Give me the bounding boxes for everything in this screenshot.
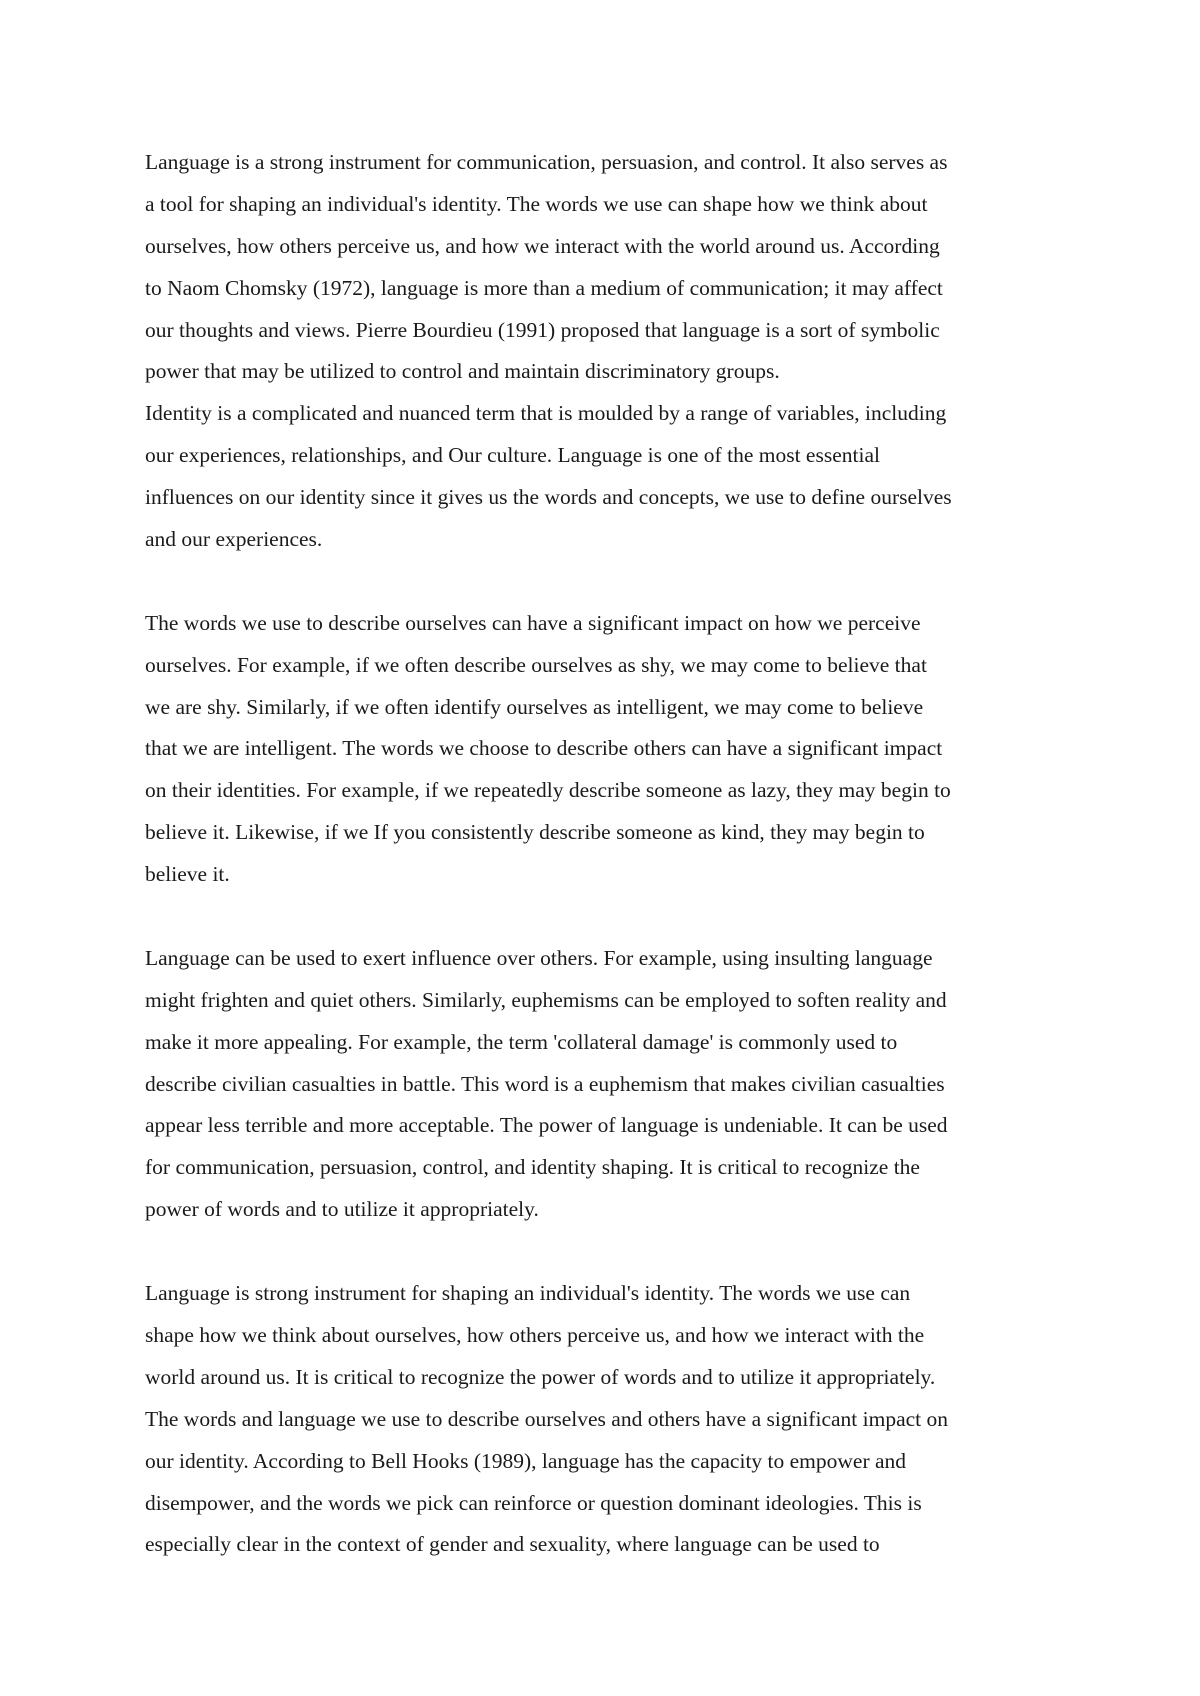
paragraph-1 <box>145 142 1065 393</box>
text-line: that we are intelligent. The words we choose to describe others can have a significant impact <box>145 736 943 761</box>
paragraph-spacer <box>145 1231 1065 1273</box>
text-line: might frighten and quiet others. Similarly, euphemisms can be employed to soften reality and <box>145 987 947 1012</box>
text-line: appear less terrible and more acceptable. The power of language is undeniable. It can be used <box>145 1113 948 1138</box>
text-line: disempower, and the words we pick can reinforce or question dominant ideologies. This is <box>145 1490 922 1515</box>
paragraph-spacer <box>145 561 1065 603</box>
paragraph-2 <box>145 393 1065 561</box>
text-line: shape how we think about ourselves, how others perceive us, and how we interact with the <box>145 1322 925 1347</box>
text-line: for communication, persuasion, control, and identity shaping. It is critical to recognize the <box>145 1155 920 1180</box>
text-line: Language is strong instrument for shaping an individual's identity. The words we use can <box>145 1281 911 1306</box>
text-line: ourselves. For example, if we often describe ourselves as shy, we may come to believe that <box>145 652 927 677</box>
text-line: believe it. Likewise, if we If you consistently describe someone as kind, they may begin to <box>145 820 925 845</box>
paragraph-3 <box>145 603 1065 896</box>
text-line: power that may be utilized to control and maintain discriminatory groups. <box>145 359 780 384</box>
text-line: influences on our identity since it gives us the words and concepts, we use to define ourselves <box>145 485 952 510</box>
text-line: and our experiences. <box>145 527 323 552</box>
text-line: our thoughts and views. Pierre Bourdieu (1991) proposed that language is a sort of symbolic <box>145 317 940 342</box>
text-line: our experiences, relationships, and Our culture. Language is one of the most essential <box>145 443 880 468</box>
text-line: on their identities. For example, if we repeatedly describe someone as lazy, they may begin to <box>145 778 951 803</box>
text-line: world around us. It is critical to recognize the power of words and to utilize it appropriately. <box>145 1364 936 1389</box>
text-line: describe civilian casualties in battle. This word is a euphemism that makes civilian casualties <box>145 1071 945 1096</box>
text-line: Identity is a complicated and nuanced term that is moulded by a range of variables, including <box>145 401 947 426</box>
text-line: power of words and to utilize it appropriately. <box>145 1197 539 1222</box>
paragraph-4 <box>145 938 1065 1231</box>
paragraph-spacer <box>145 896 1065 938</box>
text-line: to Naom Chomsky (1972), language is more than a medium of communication; it may affect <box>145 275 943 300</box>
text-line: The words we use to describe ourselves can have a significant impact on how we perceive <box>145 610 921 635</box>
paragraph-5 <box>145 1273 1065 1566</box>
document-body <box>145 142 1065 1566</box>
text-line: a tool for shaping an individual's identity. The words we use can shape how we think about <box>145 191 928 216</box>
text-line: Language is a strong instrument for communication, persuasion, and control. It also serves as <box>145 150 948 174</box>
text-line: The words and language we use to describe ourselves and others have a significant impact on <box>145 1406 949 1431</box>
text-line: ourselves, how others perceive us, and how we interact with the world around us. According <box>145 233 940 258</box>
text-line: especially clear in the context of gender and sexuality, where language can be used to <box>145 1532 880 1557</box>
text-line: make it more appealing. For example, the term 'collateral damage' is commonly used to <box>145 1029 898 1054</box>
text-line: our identity. According to Bell Hooks (1989), language has the capacity to empower and <box>145 1448 907 1473</box>
text-line: believe it. <box>145 862 230 887</box>
text-line: we are shy. Similarly, if we often identify ourselves as intelligent, we may come to believe <box>145 694 924 719</box>
text-line: Language can be used to exert influence over others. For example, using insulting language <box>145 945 933 970</box>
